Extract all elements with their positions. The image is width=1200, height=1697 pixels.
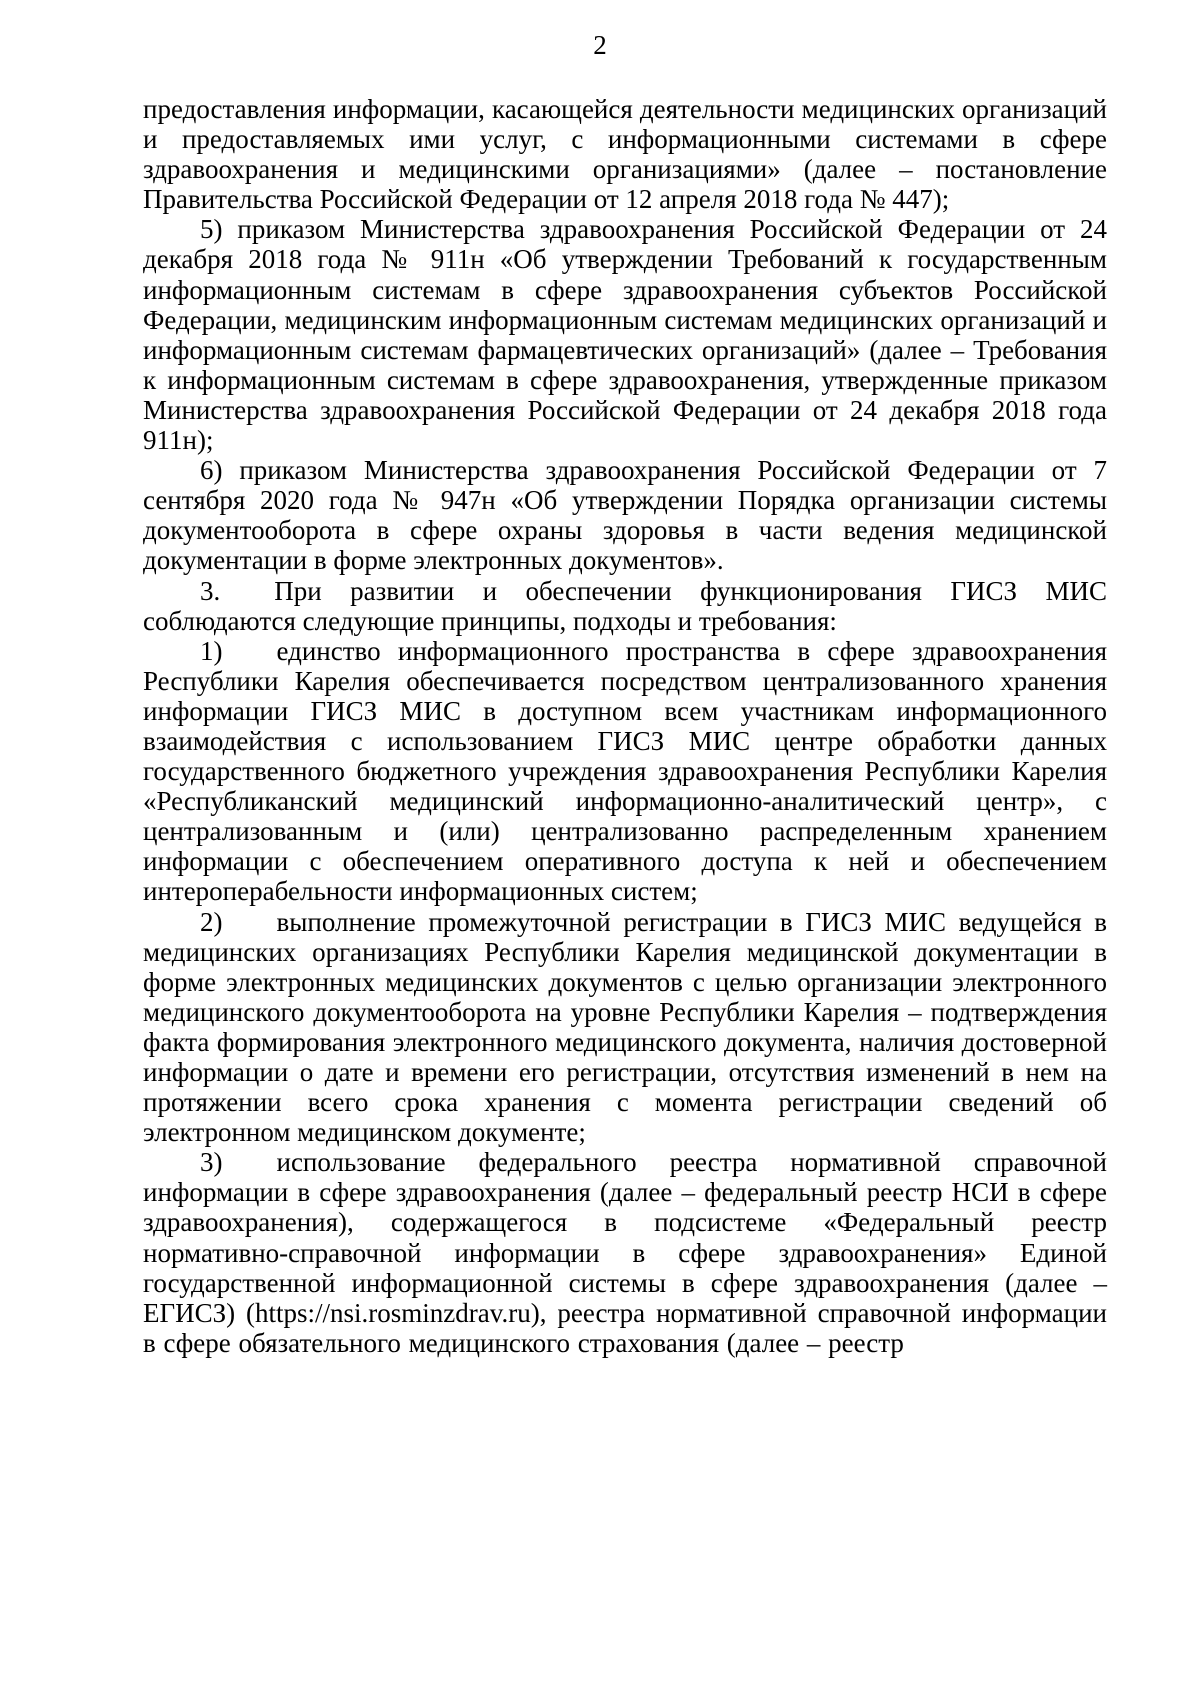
paragraph-continuation: предоставления информации, касающейся деятельности медицинских организаций и предоставляемых ими услуг, с информационными системами в сфере здравоохранения и медицинскими организациями» (далее – постановление Правительства Российской Федерации от 12 апреля 2018 года № 447); xyxy=(143,94,1107,215)
page-number: 2 xyxy=(593,30,607,60)
principle-item-1: 1) единство информационного пространства в сфере здравоохранения Республики Карелия обеспечивается посредством централизованного хранения информации ГИСЗ МИС в доступном всем участникам информационного взаимодействия с использованием ГИСЗ МИС центре обработки данных государственного бюджетного учреждения здравоохранения Республики Карелия «Республиканский медицинский информационно-аналитический центр», с централизованным и (или) централизованно распределенным хранением информации с обеспечением оперативного доступа к ней и обеспечением интероперабельности информационных систем; xyxy=(143,635,1107,907)
section-3-paragraph: 3. При развитии и обеспечении функционирования ГИСЗ МИС соблюдаются следующие принципы, подходы и требования: xyxy=(143,575,1107,636)
principle-item-2: 2) выполнение промежуточной регистрации в ГИСЗ МИС ведущейся в медицинских организациях Республики Карелия медицинской документации в форме электронных медицинских документов с целью организации электронного медицинского документооборота на уровне Республики Карелия – подтверждения факта формирования электронного медицинского документа, наличия достоверной информации о дате и времени его регистрации, отсутствия изменений в нем на протяжении всего срока хранения с момента регистрации сведений об электронном медицинском документе; xyxy=(143,906,1107,1148)
principle-item-3: 3) использование федерального реестра нормативной справочной информации в сфере здравоохранения (далее – федеральный реестр НСИ в сфере здравоохранения), содержащегося в подсистеме «Федеральный реестр нормативно-справочной информации в сфере здравоохранения» Единой государственной информационной системы в сфере здравоохранения (далее – ЕГИСЗ) (https://nsi.rosminzdrav.ru), реестра нормативной справочной информации в сфере обязательного медицинского страхования (далее – реестр xyxy=(143,1147,1107,1358)
list-item-5: 5) приказом Министерства здравоохранения Российской Федерации от 24 декабря 2018 года № 911н «Об утверждении Требований к государственным информационным системам в сфере здравоохранения субъектов Российской Федерации, медицинским информационным системам медицинских организаций и информационным системам фармацевтических организаций» (далее – Требования к информационным системам в сфере здравоохранения, утвержденные приказом Министерства здравоохранения Российской Федерации от 24 декабря 2018 года 911н); xyxy=(143,214,1107,456)
document-body xyxy=(143,94,1107,1358)
list-item-6: 6) приказом Министерства здравоохранения Российской Федерации от 7 сентября 2020 года № 947н «Об утверждении Порядка организации системы документооборота в сфере охраны здоровья в части ведения медицинской документации в форме электронных документов». xyxy=(143,455,1107,576)
